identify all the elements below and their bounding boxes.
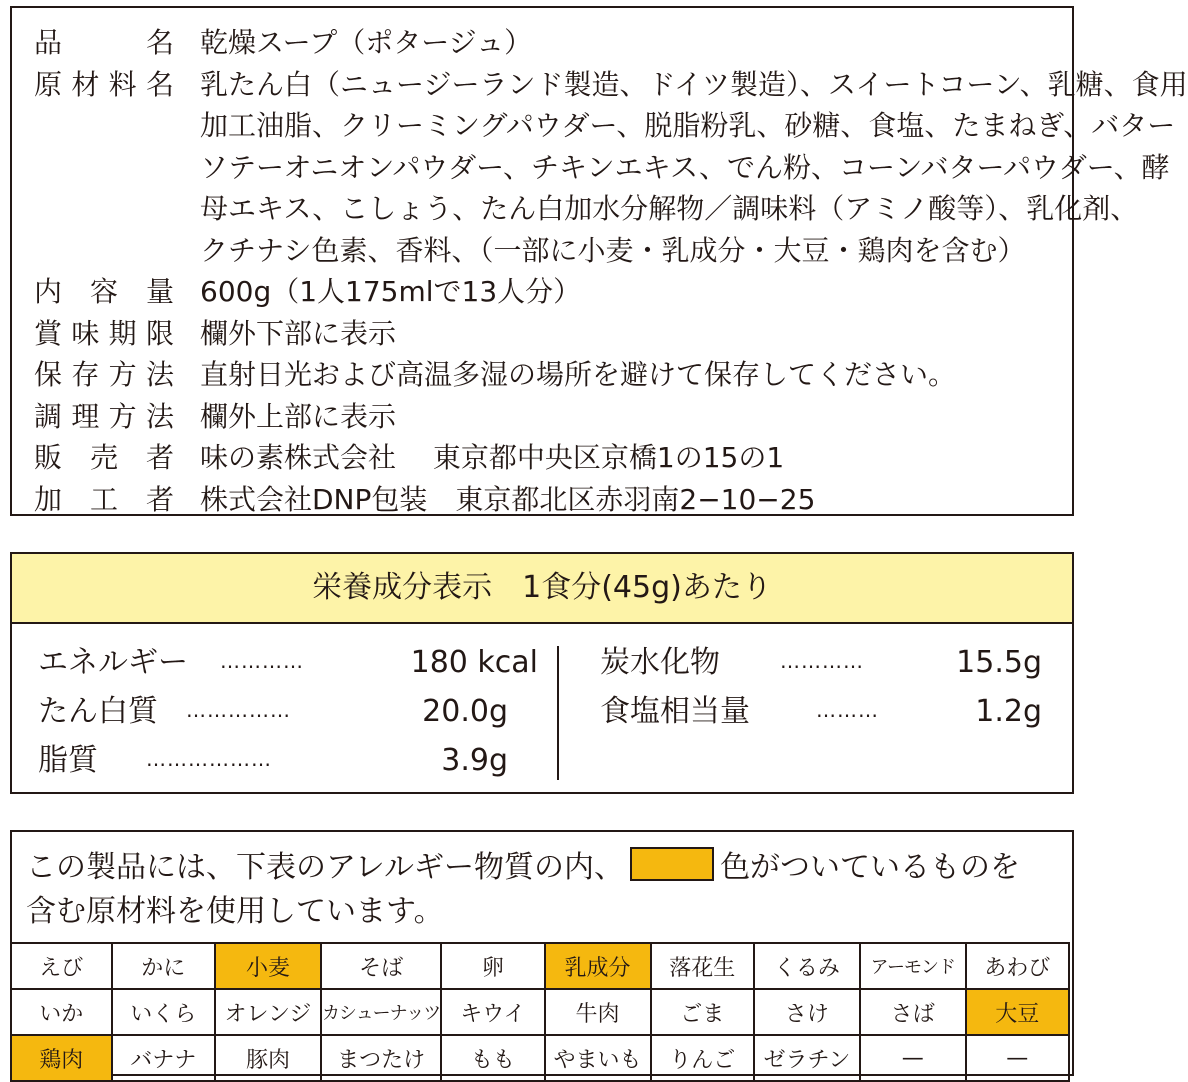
label-key-char: 料 (108, 67, 137, 101)
allergen-cell: キウイ (441, 989, 544, 1035)
allergen-cell: えび (11, 943, 112, 989)
allergen-notice-text: この製品には、下表のアレルギー物質の内、 (26, 850, 625, 885)
label-key-char: 名 (145, 26, 174, 59)
allergen-cell: りんご (651, 1035, 754, 1081)
allergen-table-row (11, 1035, 1069, 1081)
nutrition-leader-dots: ……… (816, 698, 879, 722)
label-value: 乳たん白（ニュージーランド製造、ドイツ製造）、スイートコーン、乳糖、食用 (200, 67, 1188, 101)
nutrition-leader-dots: ………… (220, 649, 304, 673)
label-key-char: 売 (89, 441, 118, 474)
allergen-cell: 落花生 (651, 943, 754, 989)
allergen-cell: 小麦 (215, 943, 321, 989)
allergen-cell: 豚肉 (215, 1035, 321, 1081)
allergen-cell: 鶏肉 (11, 1035, 112, 1081)
allergen-cell: やまいも (545, 1035, 651, 1081)
nutrition-label: 炭水化物 (600, 645, 720, 680)
allergen-cell: 牛肉 (545, 989, 651, 1035)
nutrition-facts-box (10, 552, 1074, 794)
nutrition-leader-dots: ………… (780, 649, 864, 673)
label-key-char: 味 (71, 316, 100, 350)
allergen-notice-line1 (26, 846, 1020, 890)
nutrition-leader-dots: …………… (186, 698, 291, 722)
label-key-char: 者 (145, 441, 174, 474)
label-key-char: 工 (89, 482, 118, 516)
allergen-cell: そば (321, 943, 441, 989)
label-key (34, 473, 174, 526)
allergen-cell: くるみ (754, 943, 860, 989)
allergen-cell: もも (441, 1035, 544, 1081)
allergen-cell: — (966, 1035, 1069, 1081)
nutrition-row-protein (38, 688, 508, 736)
label-key-char: 加 (34, 482, 63, 516)
allergen-cell: バナナ (112, 1035, 215, 1081)
nutrition-row-salt (600, 688, 1042, 736)
label-key-char: 限 (145, 316, 174, 350)
allergen-cell: 大豆 (966, 989, 1069, 1035)
label-value: 乾燥スープ（ポタージュ） (200, 26, 533, 59)
label-value: 欄外下部に表示 (200, 316, 397, 350)
label-value: 加工油脂、クリーミングパウダー、脱脂粉乳、砂糖、食塩、たまねぎ、バター (200, 109, 1176, 142)
label-value: クチナシ色素、香料、（一部に小麦・乳成分・大豆・鶏肉を含む） (200, 233, 1026, 267)
nutrition-label: エネルギー (38, 645, 188, 680)
label-value: 欄外上部に表示 (200, 399, 397, 433)
label-key-char: 容 (89, 275, 118, 308)
nutrition-value: 3.9g (441, 743, 508, 778)
label-value: 株式会社DNP包装 東京都北区赤羽南2−10−25 (200, 482, 816, 516)
label-value: 600g（1人175mlで13人分） (200, 275, 582, 308)
nutrition-label: 食塩相当量 (600, 694, 750, 729)
product-label-box (10, 6, 1188, 516)
allergen-info-box (10, 830, 1074, 1076)
allergen-cell: 卵 (441, 943, 544, 989)
label-key-char: 名 (145, 67, 174, 101)
label-key-char: 賞 (34, 316, 63, 350)
allergen-notice-line2: 含む原材料を使用しています。 (26, 894, 444, 929)
allergen-cell: — (860, 1035, 966, 1081)
label-key-char: 調 (34, 399, 63, 433)
allergen-cell: ごま (651, 989, 754, 1035)
label-key-char: 者 (145, 482, 174, 516)
nutrition-label: 脂質 (38, 743, 98, 778)
label-value: 味の素株式会社 東京都中央区京橋1の15の1 (200, 441, 785, 474)
allergen-color-swatch (630, 847, 714, 881)
nutrition-row-energy (38, 639, 538, 687)
nutrition-row-carbohydrate (600, 639, 1042, 687)
label-value: ソテーオニオンパウダー、チキンエキス、でん粉、コーンバターパウダー、酵 (200, 150, 1170, 184)
allergen-cell: まつたけ (321, 1035, 441, 1081)
allergen-cell: カシューナッツ (321, 989, 441, 1035)
nutrition-value: 15.5g (956, 645, 1042, 680)
label-key-char: 品 (34, 26, 63, 59)
allergen-cell: あわび (966, 943, 1069, 989)
allergen-cell: いくら (112, 989, 215, 1035)
label-key-char: 期 (108, 316, 137, 350)
label-key-char: 量 (145, 275, 174, 308)
label-key-char: 存 (71, 358, 100, 391)
nutrition-label: たん白質 (38, 694, 158, 729)
label-key-char: 材 (71, 67, 100, 101)
allergen-notice-text: 色がついているものを (720, 850, 1021, 885)
allergen-table-row (11, 943, 1069, 989)
label-key-char: 保 (34, 358, 63, 391)
nutrition-value: 180 kcal (410, 645, 538, 680)
allergen-cell: ゼラチン (754, 1035, 860, 1081)
allergen-cell: さけ (754, 989, 860, 1035)
allergen-cell: さば (860, 989, 966, 1035)
nutrition-header: 栄養成分表示 1食分(45g)あたり (12, 554, 1072, 624)
allergen-cell: アーモンド (860, 943, 966, 989)
label-key-char: 理 (71, 399, 100, 433)
allergen-cell: 乳成分 (545, 943, 651, 989)
label-key-char: 原 (34, 67, 63, 101)
allergen-cell: いか (11, 989, 112, 1035)
nutrition-row-fat (38, 737, 508, 785)
label-key-char: 方 (108, 358, 137, 391)
allergen-table-row (11, 989, 1069, 1035)
allergen-table (10, 942, 1070, 1082)
label-key-char: 内 (34, 275, 63, 308)
label-row (12, 473, 1072, 526)
allergen-cell: かに (112, 943, 215, 989)
allergen-cell: オレンジ (215, 989, 321, 1035)
label-value: 直射日光および高温多湿の場所を避けて保存してください。 (200, 358, 957, 391)
nutrition-value: 20.0g (422, 694, 508, 729)
label-key-char: 法 (145, 358, 174, 391)
nutrition-value: 1.2g (975, 694, 1042, 729)
label-key-char: 方 (108, 399, 137, 433)
label-value: 母エキス、こしょう、たん白加水分解物／調味料（アミノ酸等）、乳化剤、 (200, 192, 1139, 225)
nutrition-divider (557, 646, 559, 780)
label-key-char: 法 (145, 399, 174, 433)
nutrition-leader-dots: ……………… (146, 747, 272, 771)
label-key-char: 販 (34, 441, 63, 474)
